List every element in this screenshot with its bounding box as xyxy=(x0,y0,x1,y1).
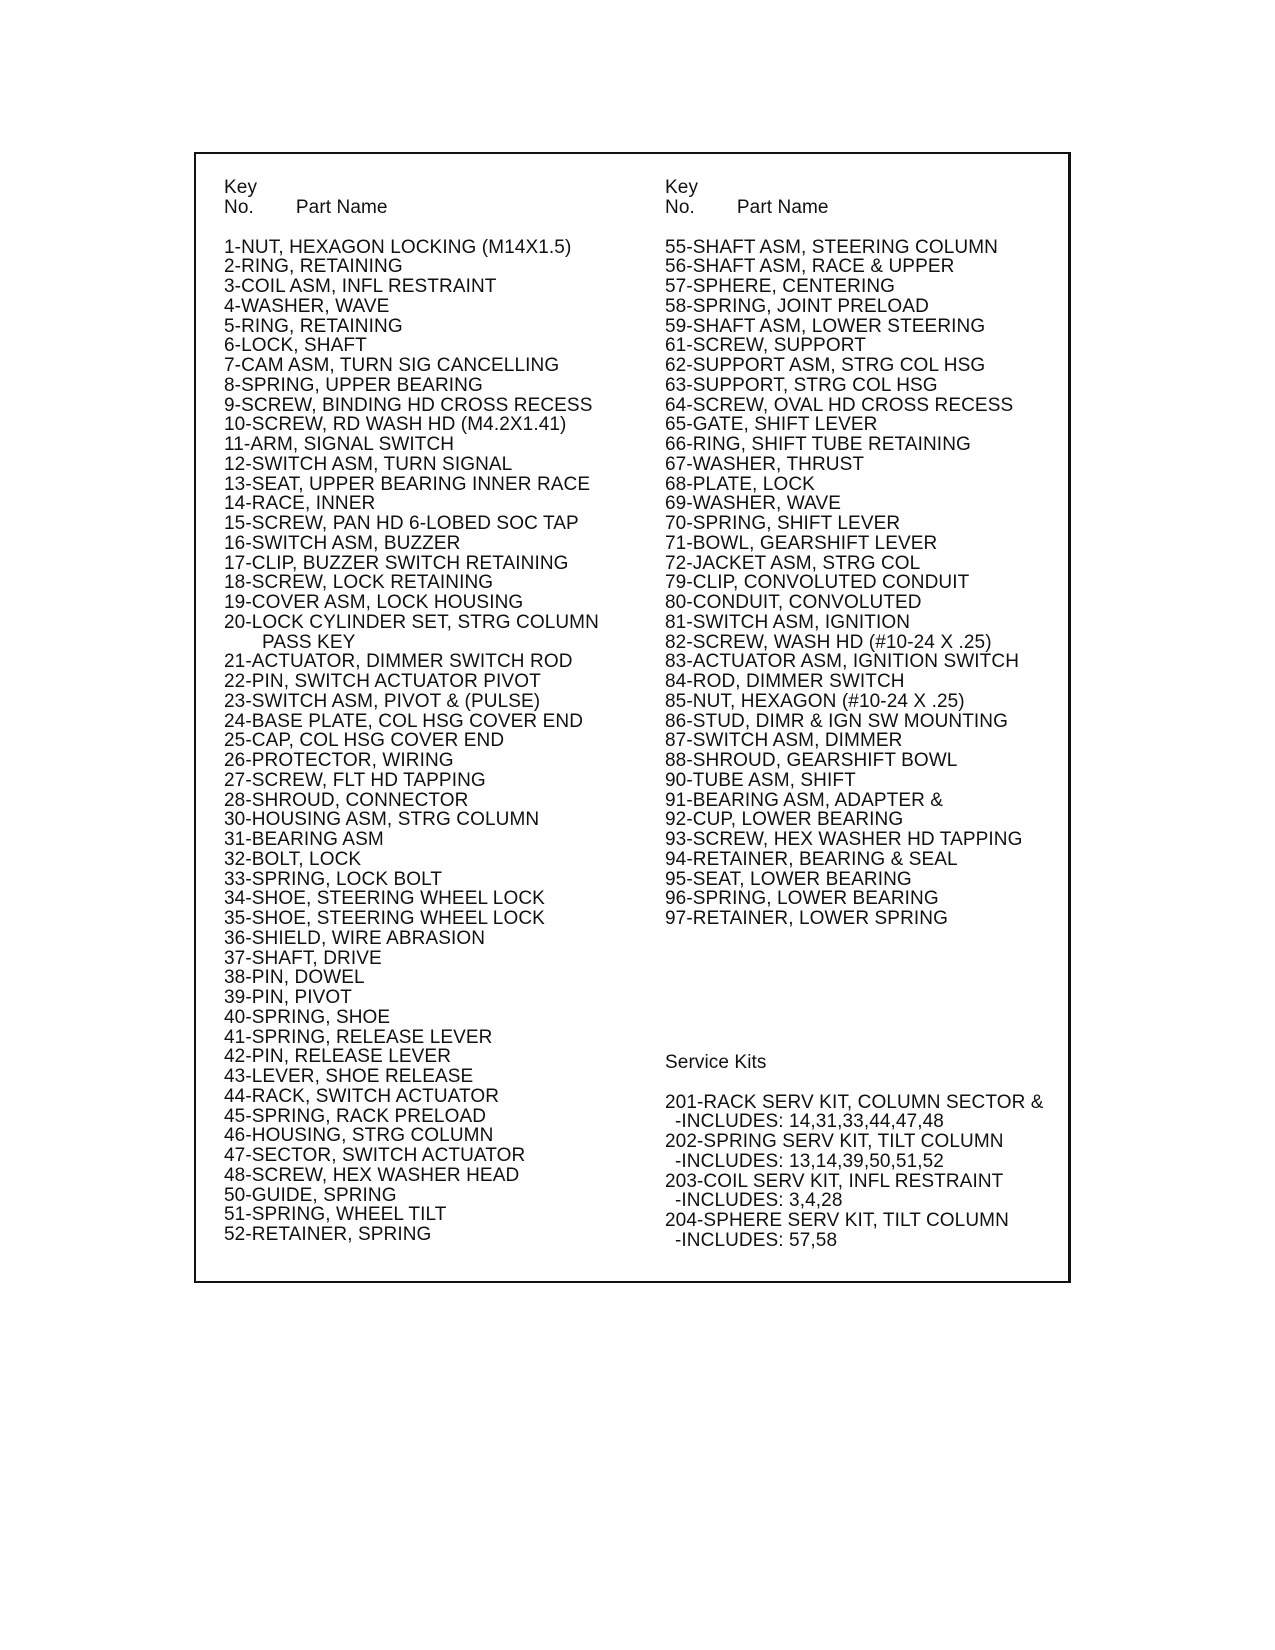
service-kit-includes: -INCLUDES: 57,58 xyxy=(675,1229,838,1251)
list-item: 28-SHROUD, CONNECTOR xyxy=(224,789,469,811)
list-item: 3-COIL ASM, INFL RESTRAINT xyxy=(224,276,497,297)
list-item: 82-SCREW, WASH HD (#10-24 X .25) xyxy=(665,631,992,653)
list-item: 20-LOCK CYLINDER SET, STRG COLUMN xyxy=(224,611,599,633)
right-parts-column xyxy=(665,178,1065,1251)
service-kits-title: Service Kits xyxy=(665,1051,767,1073)
list-item: 69-WASHER, WAVE xyxy=(665,493,842,515)
no-header: No. xyxy=(665,196,695,218)
service-kit-includes: -INCLUDES: 3,4,28 xyxy=(675,1190,843,1212)
right-parts-list xyxy=(665,238,1065,929)
list-item: 91-BEARING ASM, ADAPTER & xyxy=(665,789,944,811)
list-item: 65-GATE, SHIFT LEVER xyxy=(665,414,878,436)
list-item: 7-CAM ASM, TURN SIG CANCELLING xyxy=(224,355,560,376)
list-item: 11-ARM, SIGNAL SWITCH xyxy=(224,434,455,455)
list-item: 58-SPRING, JOINT PRELOAD xyxy=(665,295,929,317)
service-kit-item: 204-SPHERE SERV KIT, TILT COLUMN xyxy=(665,1210,1009,1231)
list-item: 37-SHAFT, DRIVE xyxy=(224,947,382,969)
list-item: 6-LOCK, SHAFT xyxy=(224,335,367,357)
list-item: 33-SPRING, LOCK BOLT xyxy=(224,868,443,890)
list-item: 13-SEAT, UPPER BEARING INNER RACE xyxy=(224,473,591,495)
list-item: 22-PIN, SWITCH ACTUATOR PIVOT xyxy=(224,671,541,692)
list-item: 62-SUPPORT ASM, STRG COL HSG xyxy=(665,355,986,376)
list-item: 41-SPRING, RELEASE LEVER xyxy=(224,1026,493,1048)
list-item: 12-SWITCH ASM, TURN SIGNAL xyxy=(224,453,513,475)
list-item: 51-SPRING, WHEEL TILT xyxy=(224,1204,447,1226)
service-kit-item: 201-RACK SERV KIT, COLUMN SECTOR & xyxy=(665,1091,1044,1113)
list-item: 38-PIN, DOWEL xyxy=(224,967,365,989)
list-item: 9-SCREW, BINDING HD CROSS RECESS xyxy=(224,394,593,416)
list-item: 10-SCREW, RD WASH HD (M4.2X1.41) xyxy=(224,414,567,436)
list-item: 34-SHOE, STEERING WHEEL LOCK xyxy=(224,888,545,910)
list-item: 55-SHAFT ASM, STEERING COLUMN xyxy=(665,236,998,258)
list-item: 52-RETAINER, SPRING xyxy=(224,1224,432,1245)
list-item: 61-SCREW, SUPPORT xyxy=(665,335,866,357)
list-item: 16-SWITCH ASM, BUZZER xyxy=(224,532,461,554)
list-item: 96-SPRING, LOWER BEARING xyxy=(665,888,939,910)
list-item: 46-HOUSING, STRG COLUMN xyxy=(224,1125,494,1147)
list-item: 4-WASHER, WAVE xyxy=(224,295,390,317)
list-item: 44-RACK, SWITCH ACTUATOR xyxy=(224,1085,500,1107)
part-name-header: Part Name xyxy=(736,196,829,218)
list-item: 19-COVER ASM, LOCK HOUSING xyxy=(224,592,524,613)
list-item: 68-PLATE, LOCK xyxy=(665,473,815,495)
list-item: 32-BOLT, LOCK xyxy=(224,848,362,870)
left-parts-list xyxy=(224,238,644,1245)
list-item: 36-SHIELD, WIRE ABRASION xyxy=(224,927,486,949)
list-item: 64-SCREW, OVAL HD CROSS RECESS xyxy=(665,394,1014,416)
list-item: 2-RING, RETAINING xyxy=(224,256,403,278)
list-item: 94-RETAINER, BEARING & SEAL xyxy=(665,848,958,870)
list-item: 63-SUPPORT, STRG COL HSG xyxy=(665,374,938,396)
service-kit-includes: -INCLUDES: 14,31,33,44,47,48 xyxy=(675,1111,944,1133)
list-item: 45-SPRING, RACK PRELOAD xyxy=(224,1105,487,1127)
list-item: 72-JACKET ASM, STRG COL xyxy=(665,552,921,574)
list-item: 80-CONDUIT, CONVOLUTED xyxy=(665,592,922,613)
list-item: 17-CLIP, BUZZER SWITCH RETAINING xyxy=(224,552,569,574)
list-item: 18-SCREW, LOCK RETAINING xyxy=(224,572,494,594)
list-item: 92-CUP, LOWER BEARING xyxy=(665,809,904,831)
list-item: 86-STUD, DIMR & IGN SW MOUNTING xyxy=(665,710,1008,732)
list-item: 27-SCREW, FLT HD TAPPING xyxy=(224,769,486,791)
list-item: 23-SWITCH ASM, PIVOT & (PULSE) xyxy=(224,690,541,712)
list-item: 24-BASE PLATE, COL HSG COVER END xyxy=(224,710,584,732)
key-header: Key xyxy=(224,177,258,198)
list-item: 81-SWITCH ASM, IGNITION xyxy=(665,611,911,633)
list-item: 50-GUIDE, SPRING xyxy=(224,1184,397,1206)
list-item: 47-SECTOR, SWITCH ACTUATOR xyxy=(224,1145,526,1166)
list-item: 21-ACTUATOR, DIMMER SWITCH ROD xyxy=(224,651,573,673)
list-item: 57-SPHERE, CENTERING xyxy=(665,276,896,297)
no-part-name-header xyxy=(224,198,644,218)
list-item: 79-CLIP, CONVOLUTED CONDUIT xyxy=(665,572,970,594)
service-kit-item: 202-SPRING SERV KIT, TILT COLUMN xyxy=(665,1131,1004,1152)
list-item: 40-SPRING, SHOE xyxy=(224,1006,391,1028)
list-item: 5-RING, RETAINING xyxy=(224,315,403,337)
list-item: 25-CAP, COL HSG COVER END xyxy=(224,730,505,752)
list-item: 14-RACE, INNER xyxy=(224,493,376,515)
list-item: 93-SCREW, HEX WASHER HD TAPPING xyxy=(665,829,1023,850)
list-item: 30-HOUSING ASM, STRG COLUMN xyxy=(224,809,540,831)
list-item: 35-SHOE, STEERING WHEEL LOCK xyxy=(224,908,545,929)
list-item: 97-RETAINER, LOWER SPRING xyxy=(665,908,948,929)
list-item: 8-SPRING, UPPER BEARING xyxy=(224,374,483,396)
list-item: 48-SCREW, HEX WASHER HEAD xyxy=(224,1164,520,1186)
list-item: 31-BEARING ASM xyxy=(224,829,384,850)
list-item: 95-SEAT, LOWER BEARING xyxy=(665,868,912,890)
list-item: 87-SWITCH ASM, DIMMER xyxy=(665,730,903,752)
list-item: 71-BOWL, GEARSHIFT LEVER xyxy=(665,532,938,554)
list-item: 67-WASHER, THRUST xyxy=(665,453,865,475)
list-item: 43-LEVER, SHOE RELEASE xyxy=(224,1066,474,1087)
part-name-header: Part Name xyxy=(295,196,388,218)
list-item: 42-PIN, RELEASE LEVER xyxy=(224,1046,452,1068)
no-header: No. xyxy=(224,196,254,218)
service-kit-item: 203-COIL SERV KIT, INFL RESTRAINT xyxy=(665,1170,1004,1192)
list-item-continuation: PASS KEY xyxy=(262,631,356,653)
list-item: 83-ACTUATOR ASM, IGNITION SWITCH xyxy=(665,651,1020,673)
list-item: 84-ROD, DIMMER SWITCH xyxy=(665,671,905,692)
list-item: 88-SHROUD, GEARSHIFT BOWL xyxy=(665,750,958,771)
list-item: 59-SHAFT ASM, LOWER STEERING xyxy=(665,315,986,337)
list-item: 70-SPRING, SHIFT LEVER xyxy=(665,513,901,534)
list-item: 85-NUT, HEXAGON (#10-24 X .25) xyxy=(665,690,965,712)
service-kits-list xyxy=(665,1093,1065,1251)
list-item: 66-RING, SHIFT TUBE RETAINING xyxy=(665,434,971,455)
list-item: 1-NUT, HEXAGON LOCKING (M14X1.5) xyxy=(224,236,572,258)
list-item: 90-TUBE ASM, SHIFT xyxy=(665,769,856,791)
column-spacer xyxy=(665,929,1065,1047)
list-item: 26-PROTECTOR, WIRING xyxy=(224,750,454,771)
list-item: 56-SHAFT ASM, RACE & UPPER xyxy=(665,256,955,278)
list-item: 15-SCREW, PAN HD 6-LOBED SOC TAP xyxy=(224,513,579,534)
left-parts-column xyxy=(224,178,644,1245)
key-header: Key xyxy=(665,177,699,198)
list-item: 39-PIN, PIVOT xyxy=(224,987,353,1008)
service-kit-includes: -INCLUDES: 13,14,39,50,51,52 xyxy=(675,1150,944,1172)
no-part-name-header xyxy=(665,198,1065,218)
